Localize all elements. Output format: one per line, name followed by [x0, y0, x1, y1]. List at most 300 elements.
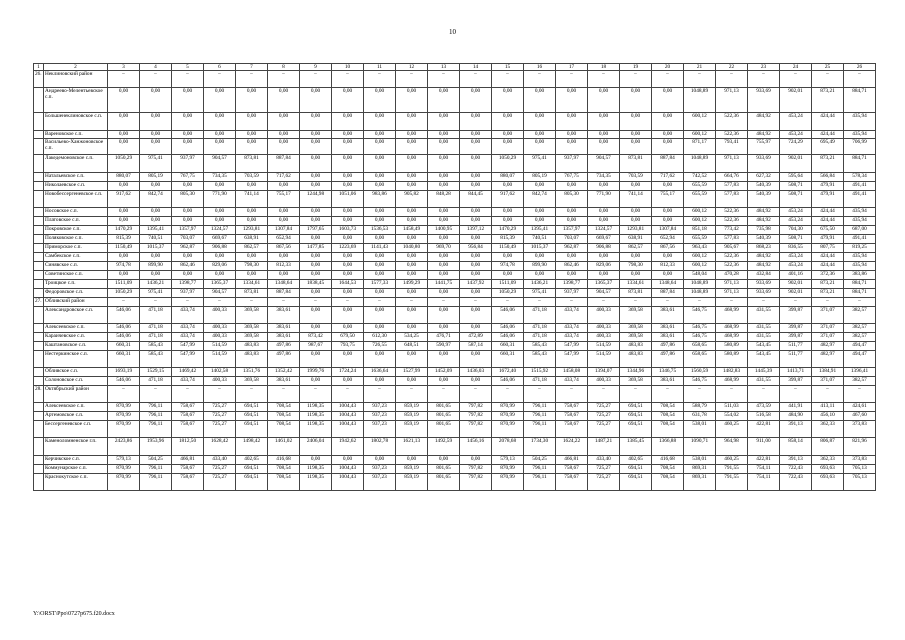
value-cell: 0,00	[364, 131, 396, 139]
column-header: 22	[716, 64, 748, 71]
value-cell: 906,88	[588, 244, 620, 253]
value-cell: 1048,89	[684, 88, 716, 113]
value-cell: 1050,29	[108, 289, 140, 298]
value-cell: –	[428, 298, 460, 307]
value-cell: –	[588, 298, 620, 307]
row-number-cell	[34, 421, 44, 438]
value-cell: 0,00	[396, 131, 428, 139]
settlement-name-cell: Большенеклиновское с.п.	[44, 113, 108, 131]
row-number-cell	[34, 244, 44, 253]
value-cell: –	[844, 71, 876, 88]
value-cell: 821,96	[844, 438, 876, 456]
value-cell: 862,57	[620, 244, 652, 253]
value-cell: 431,55	[748, 333, 780, 342]
value-cell: 870,99	[108, 403, 140, 412]
value-cell: 369,58	[620, 324, 652, 333]
value-cell: 708,54	[268, 465, 300, 474]
value-cell: 1293,81	[236, 226, 268, 235]
value-cell: 887,84	[652, 289, 684, 298]
page-number: 10	[449, 28, 456, 36]
value-cell: 471,18	[140, 377, 172, 386]
value-cell: 829,06	[588, 262, 620, 271]
value-cell: 0,00	[108, 131, 140, 139]
value-cell: 0,00	[524, 131, 556, 139]
table-row	[34, 191, 876, 208]
value-cell: 0,00	[524, 88, 556, 113]
value-cell: 0,00	[428, 262, 460, 271]
value-cell: –	[300, 298, 332, 307]
value-cell: 399,87	[780, 324, 812, 333]
value-cell: 758,67	[172, 403, 204, 412]
row-number-cell	[34, 217, 44, 226]
value-cell: 0,00	[428, 377, 460, 386]
value-cell: 0,00	[396, 377, 428, 386]
value-cell: –	[524, 298, 556, 307]
value-cell: 538,01	[684, 421, 716, 438]
value-cell: 1090,71	[684, 438, 716, 456]
row-number-cell	[34, 271, 44, 280]
value-cell: 655,59	[684, 191, 716, 208]
value-cell: 975,41	[140, 289, 172, 298]
value-cell: 741,14	[620, 191, 652, 208]
value-cell: 971,13	[716, 280, 748, 289]
value-cell: 0,00	[140, 131, 172, 139]
value-cell: 467,60	[844, 412, 876, 421]
value-cell: 1365,37	[204, 280, 236, 289]
value-cell: –	[428, 71, 460, 88]
value-cell: 725,27	[204, 403, 236, 412]
value-cell: –	[748, 71, 780, 88]
value-cell: 1527,99	[396, 368, 428, 377]
table-row	[34, 289, 876, 298]
value-cell: 566,84	[812, 173, 844, 182]
column-header: 16	[524, 64, 556, 71]
value-cell: 1437,92	[460, 280, 492, 289]
value-cell: 0,00	[108, 139, 140, 155]
value-cell: 579,13	[492, 456, 524, 465]
value-cell: 369,58	[620, 333, 652, 342]
value-cell: 0,00	[652, 208, 684, 217]
settlement-name-cell: Керчикское с.п.	[44, 456, 108, 465]
value-cell: –	[684, 71, 716, 88]
value-cell: 373,83	[844, 421, 876, 438]
value-cell: 796,11	[140, 412, 172, 421]
value-cell: –	[844, 386, 876, 403]
column-header: 1	[34, 64, 44, 71]
value-cell: 547,99	[556, 342, 588, 351]
value-cell: 805,19	[524, 173, 556, 182]
value-cell: 433,74	[556, 377, 588, 386]
value-cell: 1461,02	[268, 438, 300, 456]
value-cell: 0,00	[268, 113, 300, 131]
table-row	[34, 226, 876, 235]
value-cell: 971,13	[716, 289, 748, 298]
table-row	[34, 253, 876, 262]
value-cell: 0,00	[140, 139, 172, 155]
value-cell: 373,83	[844, 456, 876, 465]
value-cell: 456,10	[812, 412, 844, 421]
value-cell: 1198,35	[300, 421, 332, 438]
value-cell: –	[364, 386, 396, 403]
settlement-name-cell: Самбекское с.п.	[44, 253, 108, 262]
table-row	[34, 131, 876, 139]
value-cell: 546,75	[684, 307, 716, 324]
value-cell: 962,87	[556, 244, 588, 253]
value-cell: 424,44	[812, 217, 844, 226]
value-cell: 937,23	[364, 465, 396, 474]
value-cell: 687,00	[844, 226, 876, 235]
table-row	[34, 71, 876, 88]
value-cell: 859,19	[396, 412, 428, 421]
value-cell: 514,59	[588, 342, 620, 351]
value-cell: 1942,62	[332, 438, 364, 456]
value-cell: 0,00	[460, 271, 492, 280]
value-cell: 904,57	[588, 289, 620, 298]
table-row	[34, 217, 876, 226]
value-cell: 705,13	[844, 474, 876, 491]
value-cell: 484,92	[748, 217, 780, 226]
value-cell: –	[812, 71, 844, 88]
value-cell: 0,00	[268, 88, 300, 113]
value-cell: 497,86	[652, 342, 684, 351]
value-cell: 0,00	[300, 173, 332, 182]
value-cell: –	[780, 386, 812, 403]
value-cell: 0,00	[396, 351, 428, 368]
value-cell: 1400,95	[428, 226, 460, 235]
value-cell: 491,41	[844, 191, 876, 208]
value-cell: 873,21	[812, 88, 844, 113]
value-cell: 0,00	[556, 217, 588, 226]
value-cell: –	[748, 298, 780, 307]
value-cell: 0,00	[460, 289, 492, 298]
value-cell: 815,39	[108, 235, 140, 244]
value-cell: 2423,86	[108, 438, 140, 456]
value-cell: 0,00	[428, 217, 460, 226]
settlement-name-cell: Коммунарское с.п.	[44, 465, 108, 474]
value-cell: 708,54	[652, 465, 684, 474]
row-number-cell	[34, 226, 44, 235]
value-cell: 754,11	[748, 474, 780, 491]
value-cell: 1797,65	[300, 226, 332, 235]
row-number-cell	[34, 155, 44, 173]
value-cell: 0,00	[108, 271, 140, 280]
value-cell: 383,61	[268, 307, 300, 324]
value-cell: –	[812, 386, 844, 403]
value-cell: 511,03	[716, 403, 748, 412]
value-cell: 422,81	[748, 421, 780, 438]
value-cell: –	[396, 298, 428, 307]
value-cell: 703,07	[172, 235, 204, 244]
value-cell: 842,74	[524, 191, 556, 208]
value-cell: 453,24	[780, 253, 812, 262]
value-cell: 0,00	[364, 235, 396, 244]
value-cell: 902,01	[780, 280, 812, 289]
value-cell: 871,17	[684, 139, 716, 155]
column-header: 25	[812, 64, 844, 71]
value-cell: 983,86	[364, 191, 396, 208]
value-cell: 1672,40	[492, 368, 524, 377]
value-cell: 1351,76	[236, 368, 268, 377]
value-cell: 383,61	[652, 377, 684, 386]
table-row	[34, 465, 876, 474]
value-cell: 0,00	[492, 271, 524, 280]
table-row	[34, 88, 876, 113]
value-cell: –	[172, 298, 204, 307]
value-cell: 0,00	[556, 88, 588, 113]
value-cell: 0,00	[364, 456, 396, 465]
value-cell: 725,27	[204, 465, 236, 474]
value-cell: 1734,30	[524, 438, 556, 456]
value-cell: 0,00	[332, 351, 364, 368]
value-cell: 580,89	[716, 351, 748, 368]
column-header: 11	[364, 64, 396, 71]
value-cell: 796,11	[140, 465, 172, 474]
settlement-name-cell: Синявское с.п.	[44, 262, 108, 271]
value-cell: 1004,43	[332, 403, 364, 412]
value-cell: 0,00	[524, 208, 556, 217]
value-cell: 664,76	[716, 173, 748, 182]
value-cell: 400,33	[204, 324, 236, 333]
value-cell: 435,94	[844, 113, 876, 131]
value-cell: 0,00	[492, 217, 524, 226]
value-cell: 870,99	[108, 465, 140, 474]
value-cell: 0,00	[556, 113, 588, 131]
value-cell: 0,00	[588, 253, 620, 262]
value-cell: 703,59	[620, 173, 652, 182]
value-cell: 0,00	[140, 113, 172, 131]
value-cell: 453,24	[780, 217, 812, 226]
value-cell: 1441,75	[428, 280, 460, 289]
value-cell: 0,00	[300, 456, 332, 465]
column-header: 17	[556, 64, 588, 71]
value-cell: 0,00	[140, 88, 172, 113]
value-cell: 722,43	[780, 465, 812, 474]
value-cell: 382,57	[844, 324, 876, 333]
value-cell: 400,33	[588, 324, 620, 333]
value-cell: 479,91	[812, 191, 844, 208]
value-cell: 433,40	[588, 456, 620, 465]
value-cell: –	[716, 71, 748, 88]
value-cell: 522,36	[716, 113, 748, 131]
value-cell: 1498,42	[236, 438, 268, 456]
value-cell: 755,17	[268, 191, 300, 208]
value-cell: 0,00	[204, 253, 236, 262]
value-cell: 796,11	[524, 403, 556, 412]
value-cell: –	[332, 386, 364, 403]
value-cell: 1244,98	[300, 191, 332, 208]
value-cell: 975,41	[524, 289, 556, 298]
value-cell: 546,06	[492, 307, 524, 324]
value-cell: 873,81	[236, 289, 268, 298]
value-cell: 482,97	[812, 342, 844, 351]
row-number-cell	[34, 438, 44, 456]
value-cell: 1223,69	[332, 244, 364, 253]
value-cell: 0,00	[428, 113, 460, 131]
value-cell: 0,00	[524, 253, 556, 262]
value-cell: 401,16	[780, 271, 812, 280]
value-cell: 880,07	[492, 173, 524, 182]
value-cell: 0,00	[460, 173, 492, 182]
value-cell: 483,83	[620, 351, 652, 368]
row-number-cell	[34, 333, 44, 342]
value-cell: 870,99	[108, 412, 140, 421]
value-cell: 577,83	[716, 182, 748, 191]
value-cell: 658,65	[684, 342, 716, 351]
value-cell: 873,21	[812, 280, 844, 289]
value-cell: 484,92	[748, 131, 780, 139]
row-number-cell: 27.	[34, 298, 44, 307]
value-cell: 0,00	[332, 139, 364, 155]
value-cell: –	[204, 71, 236, 88]
value-cell: 0,00	[588, 113, 620, 131]
settlement-name-cell: Натальевское с.п.	[44, 173, 108, 182]
settlement-name-cell: Нестеркинское с.п.	[44, 351, 108, 368]
value-cell: 848,28	[428, 191, 460, 208]
table-row	[34, 235, 876, 244]
value-cell: 433,74	[172, 333, 204, 342]
value-cell: 1324,57	[588, 226, 620, 235]
value-cell: 453,24	[780, 131, 812, 139]
value-cell: 740,51	[140, 235, 172, 244]
value-cell: 435,94	[844, 208, 876, 217]
value-cell: 1040,80	[396, 244, 428, 253]
value-cell: 1150,49	[108, 244, 140, 253]
value-cell: 600,12	[684, 131, 716, 139]
column-header: 6	[204, 64, 236, 71]
value-cell: 483,83	[620, 342, 652, 351]
value-cell: 694,51	[236, 421, 268, 438]
value-cell: 801,65	[428, 474, 460, 491]
value-cell: –	[140, 386, 172, 403]
table-row	[34, 438, 876, 456]
value-cell: –	[396, 386, 428, 403]
value-cell: 0,00	[332, 456, 364, 465]
value-cell: 911,00	[748, 438, 780, 456]
value-cell: 1693,19	[108, 368, 140, 377]
value-cell: –	[716, 386, 748, 403]
value-cell: 0,00	[300, 113, 332, 131]
value-cell: 600,12	[684, 113, 716, 131]
value-cell: 0,00	[204, 88, 236, 113]
value-cell: 767,75	[556, 173, 588, 182]
value-cell: 0,00	[364, 88, 396, 113]
table-row	[34, 182, 876, 191]
value-cell: 0,00	[268, 182, 300, 191]
value-cell: 796,11	[524, 421, 556, 438]
value-cell: 0,00	[236, 208, 268, 217]
column-header: 18	[588, 64, 620, 71]
value-cell: 1051,06	[332, 191, 364, 208]
value-cell: 590,97	[428, 342, 460, 351]
value-cell: 887,84	[268, 289, 300, 298]
row-number-cell	[34, 173, 44, 182]
table-row	[34, 113, 876, 131]
value-cell: 1477,85	[300, 244, 332, 253]
value-cell: 725,27	[588, 474, 620, 491]
column-header: 10	[332, 64, 364, 71]
value-cell: 679,50	[332, 333, 364, 342]
value-cell: 422,81	[748, 456, 780, 465]
value-cell: 0,00	[364, 351, 396, 368]
value-cell: 468,99	[716, 333, 748, 342]
value-cell: 1469,42	[172, 368, 204, 377]
value-cell: 1999,76	[300, 368, 332, 377]
value-cell: 371,07	[812, 324, 844, 333]
value-cell: 937,97	[172, 289, 204, 298]
value-cell: 1344,96	[620, 368, 652, 377]
value-cell: 511,77	[780, 351, 812, 368]
value-cell: 0,00	[396, 113, 428, 131]
value-cell: 468,99	[716, 377, 748, 386]
value-cell: 0,00	[652, 139, 684, 155]
value-cell: 1398,77	[172, 280, 204, 289]
value-cell: 0,00	[588, 182, 620, 191]
value-cell: 0,00	[620, 88, 652, 113]
value-cell: 383,61	[268, 377, 300, 386]
value-cell: 1436,03	[460, 368, 492, 377]
value-cell: 514,59	[588, 351, 620, 368]
value-cell: 870,99	[492, 474, 524, 491]
value-cell: 1499,29	[396, 280, 428, 289]
value-cell: 0,00	[300, 217, 332, 226]
value-cell: –	[780, 298, 812, 307]
value-cell: 693,63	[812, 474, 844, 491]
value-cell: –	[588, 386, 620, 403]
value-cell: 734,35	[204, 173, 236, 182]
value-cell: 435,94	[844, 131, 876, 139]
settlement-name-cell: Обливское с.п.	[44, 368, 108, 377]
value-cell: 1621,13	[396, 438, 428, 456]
value-cell: 431,55	[748, 324, 780, 333]
value-cell: –	[844, 298, 876, 307]
value-cell: 0,00	[492, 88, 524, 113]
value-cell: 0,00	[300, 262, 332, 271]
value-cell: –	[620, 298, 652, 307]
value-cell: 969,70	[428, 244, 460, 253]
value-cell: 516,58	[748, 412, 780, 421]
value-cell: 638,91	[620, 235, 652, 244]
value-cell: 806,87	[812, 438, 844, 456]
row-number-cell	[34, 88, 44, 113]
value-cell: 424,44	[812, 208, 844, 217]
settlement-name-cell: Александровское с.п.	[44, 307, 108, 324]
value-cell: –	[172, 386, 204, 403]
value-cell: 424,44	[812, 253, 844, 262]
row-number-cell	[34, 235, 44, 244]
value-cell: 884,71	[844, 155, 876, 173]
settlement-name-cell: Троицкое с.п.	[44, 280, 108, 289]
value-cell: 722,43	[780, 474, 812, 491]
settlement-name-cell: Бессергеневское с.п.	[44, 421, 108, 438]
table-header-row	[34, 64, 876, 71]
value-cell: 962,87	[172, 244, 204, 253]
value-cell: 862,46	[556, 262, 588, 271]
settlement-name-cell: Каштановское с.п.	[44, 342, 108, 351]
value-cell: –	[492, 386, 524, 403]
value-cell: 484,92	[748, 208, 780, 217]
value-cell: 0,00	[428, 139, 460, 155]
value-cell: –	[652, 298, 684, 307]
value-cell: 0,00	[204, 139, 236, 155]
value-cell: 771,90	[204, 191, 236, 208]
value-cell: 460,25	[716, 421, 748, 438]
value-cell: 870,99	[108, 474, 140, 491]
table-row	[34, 474, 876, 491]
row-number-cell	[34, 342, 44, 351]
value-cell: 0,00	[620, 271, 652, 280]
value-cell: 441,91	[780, 403, 812, 412]
value-cell: 902,01	[780, 155, 812, 173]
